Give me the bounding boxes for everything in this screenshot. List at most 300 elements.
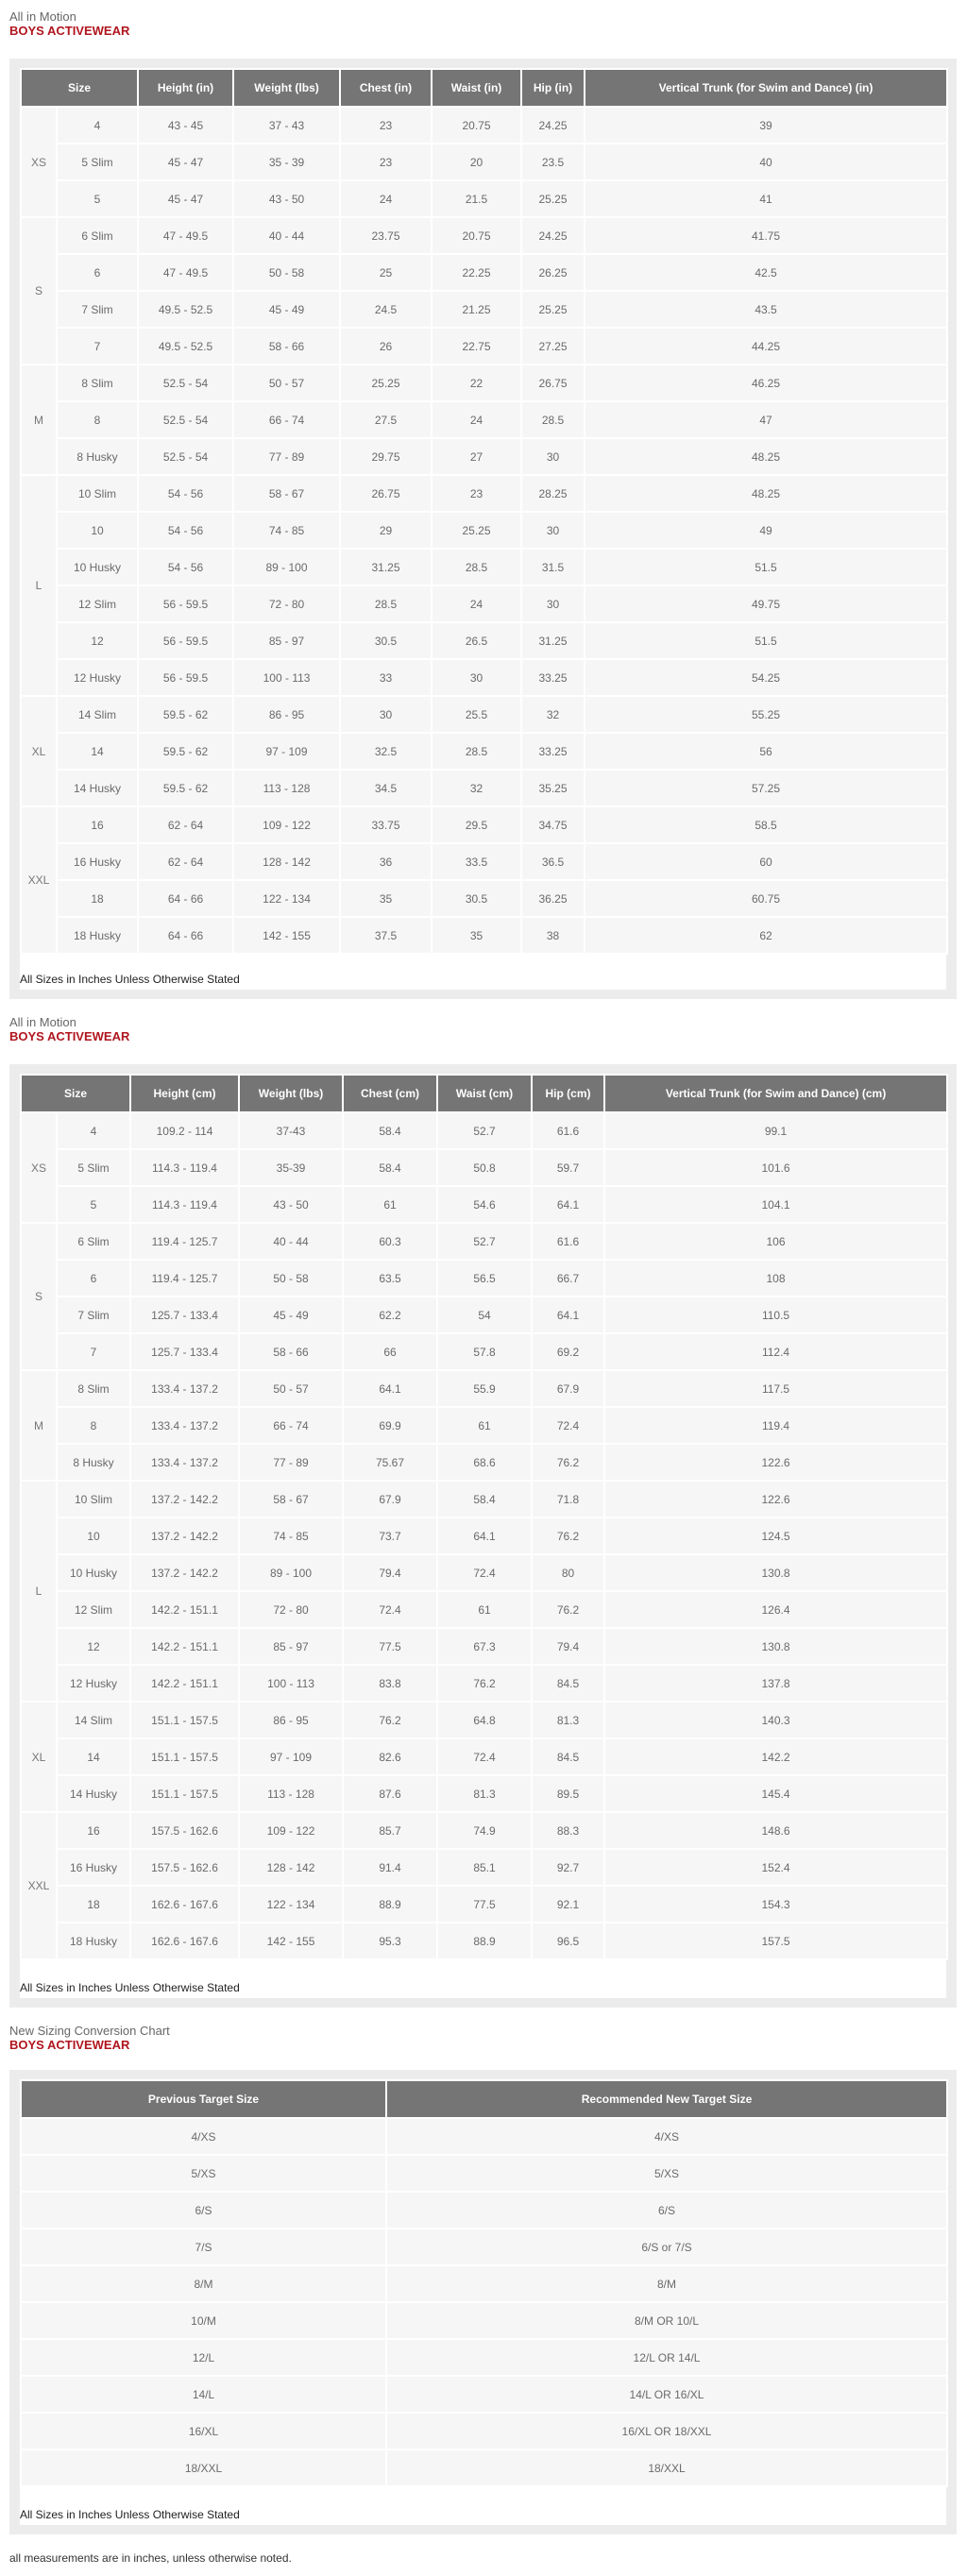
table-cell: 74 - 85: [239, 1517, 343, 1554]
metric-brand: All in Motion: [9, 1015, 76, 1029]
table-cell: 12 Slim: [57, 585, 138, 622]
size-group-label: XXL: [21, 1812, 57, 1959]
table-cell: 31.25: [340, 549, 432, 585]
table-row: [21, 512, 947, 549]
table-cell: 8: [57, 1407, 130, 1444]
table-cell: 48.25: [585, 475, 947, 512]
table-cell: 133.4 - 137.2: [130, 1370, 239, 1407]
table-cell: 72.4: [343, 1591, 437, 1628]
table-cell: 59.5 - 62: [138, 733, 233, 770]
table-row: [21, 1923, 947, 1959]
table-cell: 84.5: [532, 1665, 604, 1702]
table-cell: 137.8: [604, 1665, 947, 1702]
table-cell: 35 - 39: [233, 144, 340, 180]
table-cell: 23.5: [521, 144, 585, 180]
size-group-label: XS: [21, 107, 57, 217]
table-cell: 151.1 - 157.5: [130, 1775, 239, 1812]
table-cell: 24.25: [521, 217, 585, 254]
table-cell: 51.5: [585, 549, 947, 585]
table-cell: 142.2 - 151.1: [130, 1628, 239, 1665]
table-cell: 25.5: [432, 696, 521, 733]
conversion-column-header: Recommended New Target Size: [386, 2080, 947, 2118]
table-cell: 54: [437, 1296, 532, 1333]
table-cell: 108: [604, 1260, 947, 1296]
metric-column-header: Chest (cm): [343, 1075, 437, 1112]
table-cell: 57.25: [585, 770, 947, 806]
table-cell: 63.5: [343, 1260, 437, 1296]
table-cell: 52.7: [437, 1223, 532, 1260]
table-row: [21, 880, 947, 917]
table-cell: 38: [521, 917, 585, 954]
table-cell: 6/S: [21, 2192, 386, 2229]
table-cell: 77 - 89: [233, 438, 340, 475]
table-cell: 56 - 59.5: [138, 585, 233, 622]
table-cell: 82.6: [343, 1738, 437, 1775]
table-cell: 56 - 59.5: [138, 659, 233, 696]
size-group-label: XS: [21, 1112, 57, 1223]
table-cell: 37 - 43: [233, 107, 340, 144]
size-group-label: L: [21, 1481, 57, 1702]
table-cell: 5: [57, 1186, 130, 1223]
table-cell: 12/L: [21, 2339, 386, 2376]
table-cell: 109 - 122: [239, 1812, 343, 1849]
table-cell: 113 - 128: [233, 770, 340, 806]
table-row: [21, 1112, 947, 1149]
table-cell: 72.4: [532, 1407, 604, 1444]
table-cell: 27.5: [340, 401, 432, 438]
table-row: [21, 2376, 947, 2413]
table-cell: 28.5: [432, 549, 521, 585]
table-cell: 20.75: [432, 217, 521, 254]
table-row: [21, 2155, 947, 2192]
table-cell: 88.9: [437, 1923, 532, 1959]
table-cell: 64.1: [437, 1517, 532, 1554]
table-cell: 142.2 - 151.1: [130, 1665, 239, 1702]
table-cell: 142 - 155: [233, 917, 340, 954]
table-cell: 26.75: [521, 364, 585, 401]
imperial-note: All Sizes in Inches Unless Otherwise Stated: [20, 973, 240, 986]
table-cell: 36.25: [521, 880, 585, 917]
table-cell: 66.7: [532, 1260, 604, 1296]
table-cell: 148.6: [604, 1812, 947, 1849]
table-cell: 16/XL: [21, 2413, 386, 2449]
table-cell: 47: [585, 401, 947, 438]
table-cell: 26.75: [340, 475, 432, 512]
table-cell: 77 - 89: [239, 1444, 343, 1481]
table-cell: 47 - 49.5: [138, 217, 233, 254]
table-row: [21, 2413, 947, 2449]
conversion-header: [9, 2024, 170, 2052]
table-cell: 31.5: [521, 549, 585, 585]
table-cell: 45 - 49: [239, 1296, 343, 1333]
table-cell: 30: [521, 512, 585, 549]
table-cell: 30: [521, 585, 585, 622]
table-cell: 77.5: [343, 1628, 437, 1665]
table-row: [21, 622, 947, 659]
table-cell: 114.3 - 119.4: [130, 1186, 239, 1223]
table-cell: 10: [57, 512, 138, 549]
table-row: [21, 1517, 947, 1554]
table-cell: 8/M OR 10/L: [386, 2302, 947, 2339]
table-cell: 10: [57, 1517, 130, 1554]
table-cell: 128 - 142: [239, 1849, 343, 1886]
table-cell: 32: [521, 696, 585, 733]
table-cell: 130.8: [604, 1628, 947, 1665]
table-row: [21, 1186, 947, 1223]
table-cell: 66 - 74: [239, 1407, 343, 1444]
size-group-label: S: [21, 1223, 57, 1370]
table-row: [21, 1886, 947, 1923]
table-cell: 18: [57, 880, 138, 917]
table-cell: 5/XS: [386, 2155, 947, 2192]
conversion-panel: [9, 2070, 957, 2534]
table-cell: 18/XXL: [21, 2449, 386, 2486]
table-cell: 54 - 56: [138, 475, 233, 512]
table-cell: 8 Husky: [57, 1444, 130, 1481]
table-cell: 62.2: [343, 1296, 437, 1333]
table-cell: 137.2 - 142.2: [130, 1481, 239, 1517]
table-cell: 6: [57, 254, 138, 291]
table-cell: 52.5 - 54: [138, 401, 233, 438]
table-row: [21, 1149, 947, 1186]
table-cell: 72 - 80: [239, 1591, 343, 1628]
conversion-table: [20, 2079, 948, 2487]
table-cell: 14 Husky: [57, 770, 138, 806]
table-row: [21, 1370, 947, 1407]
table-cell: 28.5: [521, 401, 585, 438]
metric-size-table: [20, 1074, 948, 1960]
table-cell: 162.6 - 167.6: [130, 1923, 239, 1959]
table-cell: 152.4: [604, 1849, 947, 1886]
table-cell: 50 - 57: [239, 1370, 343, 1407]
table-cell: 64.8: [437, 1702, 532, 1738]
table-cell: 57.8: [437, 1333, 532, 1370]
table-row: [21, 1628, 947, 1665]
table-cell: 27.25: [521, 328, 585, 364]
table-cell: 30.5: [432, 880, 521, 917]
table-row: [21, 1444, 947, 1481]
table-cell: 86 - 95: [233, 696, 340, 733]
table-row: [21, 328, 947, 364]
table-cell: 64.1: [343, 1370, 437, 1407]
table-cell: 69.2: [532, 1333, 604, 1370]
table-cell: 75.67: [343, 1444, 437, 1481]
table-cell: 72.4: [437, 1738, 532, 1775]
size-group-label: XXL: [21, 806, 57, 954]
table-cell: 62: [585, 917, 947, 954]
table-cell: 8/M: [386, 2265, 947, 2302]
table-cell: 18/XXL: [386, 2449, 947, 2486]
table-cell: 33.25: [521, 659, 585, 696]
table-cell: 12: [57, 622, 138, 659]
table-cell: 50 - 58: [233, 254, 340, 291]
conversion-column-header: Previous Target Size: [21, 2080, 386, 2118]
table-cell: 30: [521, 438, 585, 475]
table-cell: 35.25: [521, 770, 585, 806]
conversion-table-area: [20, 2079, 946, 2525]
table-cell: 12 Husky: [57, 659, 138, 696]
table-cell: 46.25: [585, 364, 947, 401]
table-cell: 157.5 - 162.6: [130, 1849, 239, 1886]
table-cell: 33: [340, 659, 432, 696]
table-cell: 32.5: [340, 733, 432, 770]
table-cell: 162.6 - 167.6: [130, 1886, 239, 1923]
table-cell: 12 Slim: [57, 1591, 130, 1628]
table-cell: 60.3: [343, 1223, 437, 1260]
table-cell: 33.75: [340, 806, 432, 843]
table-cell: 6/S: [386, 2192, 947, 2229]
table-cell: 14 Slim: [57, 1702, 130, 1738]
table-cell: 92.7: [532, 1849, 604, 1886]
table-cell: 61.6: [532, 1223, 604, 1260]
table-cell: 10 Slim: [57, 1481, 130, 1517]
table-cell: 28.5: [432, 733, 521, 770]
imperial-header: [9, 9, 129, 38]
table-cell: 43 - 45: [138, 107, 233, 144]
table-cell: 55.9: [437, 1370, 532, 1407]
table-cell: 59.5 - 62: [138, 696, 233, 733]
imperial-size-table: [20, 68, 948, 955]
table-cell: 74 - 85: [233, 512, 340, 549]
size-group-label: L: [21, 475, 57, 696]
table-row: [21, 1481, 947, 1517]
table-cell: 25.25: [432, 512, 521, 549]
table-cell: 45 - 47: [138, 180, 233, 217]
table-cell: 56.5: [437, 1260, 532, 1296]
table-row: [21, 2449, 947, 2486]
table-cell: 54 - 56: [138, 512, 233, 549]
table-cell: 100 - 113: [239, 1665, 343, 1702]
table-cell: 4/XS: [21, 2118, 386, 2155]
table-cell: 16/XL OR 18/XXL: [386, 2413, 947, 2449]
table-cell: 62 - 64: [138, 806, 233, 843]
imperial-header-row: [21, 69, 947, 107]
table-cell: 14/L: [21, 2376, 386, 2413]
table-cell: 47 - 49.5: [138, 254, 233, 291]
table-cell: 91.4: [343, 1849, 437, 1886]
table-cell: 24: [340, 180, 432, 217]
table-cell: 25.25: [521, 291, 585, 328]
table-cell: 119.4 - 125.7: [130, 1223, 239, 1260]
table-cell: 96.5: [532, 1923, 604, 1959]
table-cell: 89 - 100: [233, 549, 340, 585]
table-cell: 7/S: [21, 2229, 386, 2265]
table-cell: 72 - 80: [233, 585, 340, 622]
table-cell: 86 - 95: [239, 1702, 343, 1738]
table-cell: 48.25: [585, 438, 947, 475]
table-cell: 151.1 - 157.5: [130, 1738, 239, 1775]
conversion-header-row: [21, 2080, 947, 2118]
table-cell: 140.3: [604, 1702, 947, 1738]
size-group-label: S: [21, 217, 57, 364]
table-row: [21, 549, 947, 585]
table-cell: 4: [57, 1112, 130, 1149]
metric-header-row: [21, 1075, 947, 1112]
table-cell: 109 - 122: [233, 806, 340, 843]
table-cell: 29.75: [340, 438, 432, 475]
table-row: [21, 180, 947, 217]
table-cell: 21.25: [432, 291, 521, 328]
table-cell: 76.2: [532, 1444, 604, 1481]
table-cell: 110.5: [604, 1296, 947, 1333]
table-cell: 54 - 56: [138, 549, 233, 585]
table-cell: 8 Slim: [57, 1370, 130, 1407]
table-cell: 61.6: [532, 1112, 604, 1149]
metric-header: [9, 1015, 129, 1043]
table-cell: 56 - 59.5: [138, 622, 233, 659]
table-cell: 117.5: [604, 1370, 947, 1407]
metric-table-area: [20, 1074, 946, 1998]
table-cell: 29.5: [432, 806, 521, 843]
metric-column-header: Size: [21, 1075, 130, 1112]
table-cell: 16: [57, 806, 138, 843]
table-cell: 137.2 - 142.2: [130, 1554, 239, 1591]
table-row: [21, 217, 947, 254]
table-cell: 24: [432, 401, 521, 438]
table-cell: 10 Slim: [57, 475, 138, 512]
table-cell: 122 - 134: [233, 880, 340, 917]
table-cell: 61: [437, 1591, 532, 1628]
table-cell: 54.25: [585, 659, 947, 696]
table-row: [21, 2192, 947, 2229]
table-cell: 81.3: [437, 1775, 532, 1812]
table-cell: 20: [432, 144, 521, 180]
table-cell: 71.8: [532, 1481, 604, 1517]
table-cell: 76.2: [437, 1665, 532, 1702]
table-cell: 6/S or 7/S: [386, 2229, 947, 2265]
table-cell: 58 - 67: [233, 475, 340, 512]
table-row: [21, 107, 947, 144]
table-cell: 49.75: [585, 585, 947, 622]
table-cell: 58.4: [437, 1481, 532, 1517]
table-cell: 34.5: [340, 770, 432, 806]
table-cell: 23: [432, 475, 521, 512]
table-cell: 4/XS: [386, 2118, 947, 2155]
table-cell: 124.5: [604, 1517, 947, 1554]
table-cell: 52.5 - 54: [138, 364, 233, 401]
table-cell: 45 - 47: [138, 144, 233, 180]
table-cell: 113 - 128: [239, 1775, 343, 1812]
metric-column-header: Waist (cm): [437, 1075, 532, 1112]
table-cell: 125.7 - 133.4: [130, 1296, 239, 1333]
table-cell: 26.25: [521, 254, 585, 291]
table-cell: 14: [57, 733, 138, 770]
table-cell: 50 - 57: [233, 364, 340, 401]
table-cell: 43 - 50: [233, 180, 340, 217]
table-cell: 7 Slim: [57, 1296, 130, 1333]
table-cell: 119.4: [604, 1407, 947, 1444]
table-cell: 81.3: [532, 1702, 604, 1738]
table-cell: 58 - 66: [239, 1333, 343, 1370]
table-cell: 40 - 44: [233, 217, 340, 254]
table-row: [21, 1665, 947, 1702]
imperial-column-header: Chest (in): [340, 69, 432, 107]
table-row: [21, 1812, 947, 1849]
table-cell: 39: [585, 107, 947, 144]
footer-note: all measurements are in inches, unless otherwise noted.: [9, 2551, 292, 2565]
table-cell: 23.75: [340, 217, 432, 254]
table-cell: 8 Slim: [57, 364, 138, 401]
table-row: [21, 1702, 947, 1738]
size-group-label: XL: [21, 696, 57, 806]
table-cell: 95.3: [343, 1923, 437, 1959]
table-cell: 28.5: [340, 585, 432, 622]
table-cell: 68.6: [437, 1444, 532, 1481]
table-cell: 72.4: [437, 1554, 532, 1591]
table-cell: 69.9: [343, 1407, 437, 1444]
table-cell: 50 - 58: [239, 1260, 343, 1296]
table-cell: 104.1: [604, 1186, 947, 1223]
metric-column-header: Weight (lbs): [239, 1075, 343, 1112]
table-cell: 37.5: [340, 917, 432, 954]
imperial-subtitle: BOYS ACTIVEWEAR: [9, 24, 130, 38]
table-row: [21, 770, 947, 806]
table-cell: 79.4: [532, 1628, 604, 1665]
table-cell: 16 Husky: [57, 1849, 130, 1886]
table-cell: 6 Slim: [57, 217, 138, 254]
table-cell: 112.4: [604, 1333, 947, 1370]
imperial-column-header: Hip (in): [521, 69, 585, 107]
table-cell: 58 - 66: [233, 328, 340, 364]
table-cell: 49.5 - 52.5: [138, 291, 233, 328]
metric-column-header: Vertical Trunk (for Swim and Dance) (cm): [604, 1075, 947, 1112]
table-cell: 32: [432, 770, 521, 806]
table-cell: 59.5 - 62: [138, 770, 233, 806]
table-cell: 24.25: [521, 107, 585, 144]
imperial-column-header: Weight (lbs): [233, 69, 340, 107]
table-cell: 133.4 - 137.2: [130, 1444, 239, 1481]
table-row: [21, 401, 947, 438]
table-cell: 58.4: [343, 1149, 437, 1186]
table-cell: 61: [437, 1407, 532, 1444]
table-cell: 18 Husky: [57, 1923, 130, 1959]
table-cell: 76.2: [532, 1591, 604, 1628]
table-cell: 24: [432, 585, 521, 622]
table-cell: 85.1: [437, 1849, 532, 1886]
table-cell: 18 Husky: [57, 917, 138, 954]
table-cell: 42.5: [585, 254, 947, 291]
table-cell: 154.3: [604, 1886, 947, 1923]
table-cell: 25.25: [521, 180, 585, 217]
table-cell: 14: [57, 1738, 130, 1775]
table-cell: 14 Slim: [57, 696, 138, 733]
table-cell: 4: [57, 107, 138, 144]
table-cell: 16 Husky: [57, 843, 138, 880]
table-cell: 5: [57, 180, 138, 217]
metric-subtitle: BOYS ACTIVEWEAR: [9, 1029, 130, 1043]
table-cell: 25.25: [340, 364, 432, 401]
table-cell: 44.25: [585, 328, 947, 364]
table-row: [21, 2229, 947, 2265]
size-group-label: M: [21, 1370, 57, 1481]
table-cell: 66 - 74: [233, 401, 340, 438]
table-cell: 24.5: [340, 291, 432, 328]
table-row: [21, 1333, 947, 1370]
table-cell: 29: [340, 512, 432, 549]
table-cell: 85 - 97: [239, 1628, 343, 1665]
table-cell: 142 - 155: [239, 1923, 343, 1959]
table-row: [21, 1554, 947, 1591]
table-cell: 40 - 44: [239, 1223, 343, 1260]
table-cell: 51.5: [585, 622, 947, 659]
metric-column-header: Height (cm): [130, 1075, 239, 1112]
table-cell: 128 - 142: [233, 843, 340, 880]
table-cell: 92.1: [532, 1886, 604, 1923]
table-cell: 66: [343, 1333, 437, 1370]
table-cell: 7 Slim: [57, 291, 138, 328]
table-row: [21, 1591, 947, 1628]
table-cell: 114.3 - 119.4: [130, 1149, 239, 1186]
